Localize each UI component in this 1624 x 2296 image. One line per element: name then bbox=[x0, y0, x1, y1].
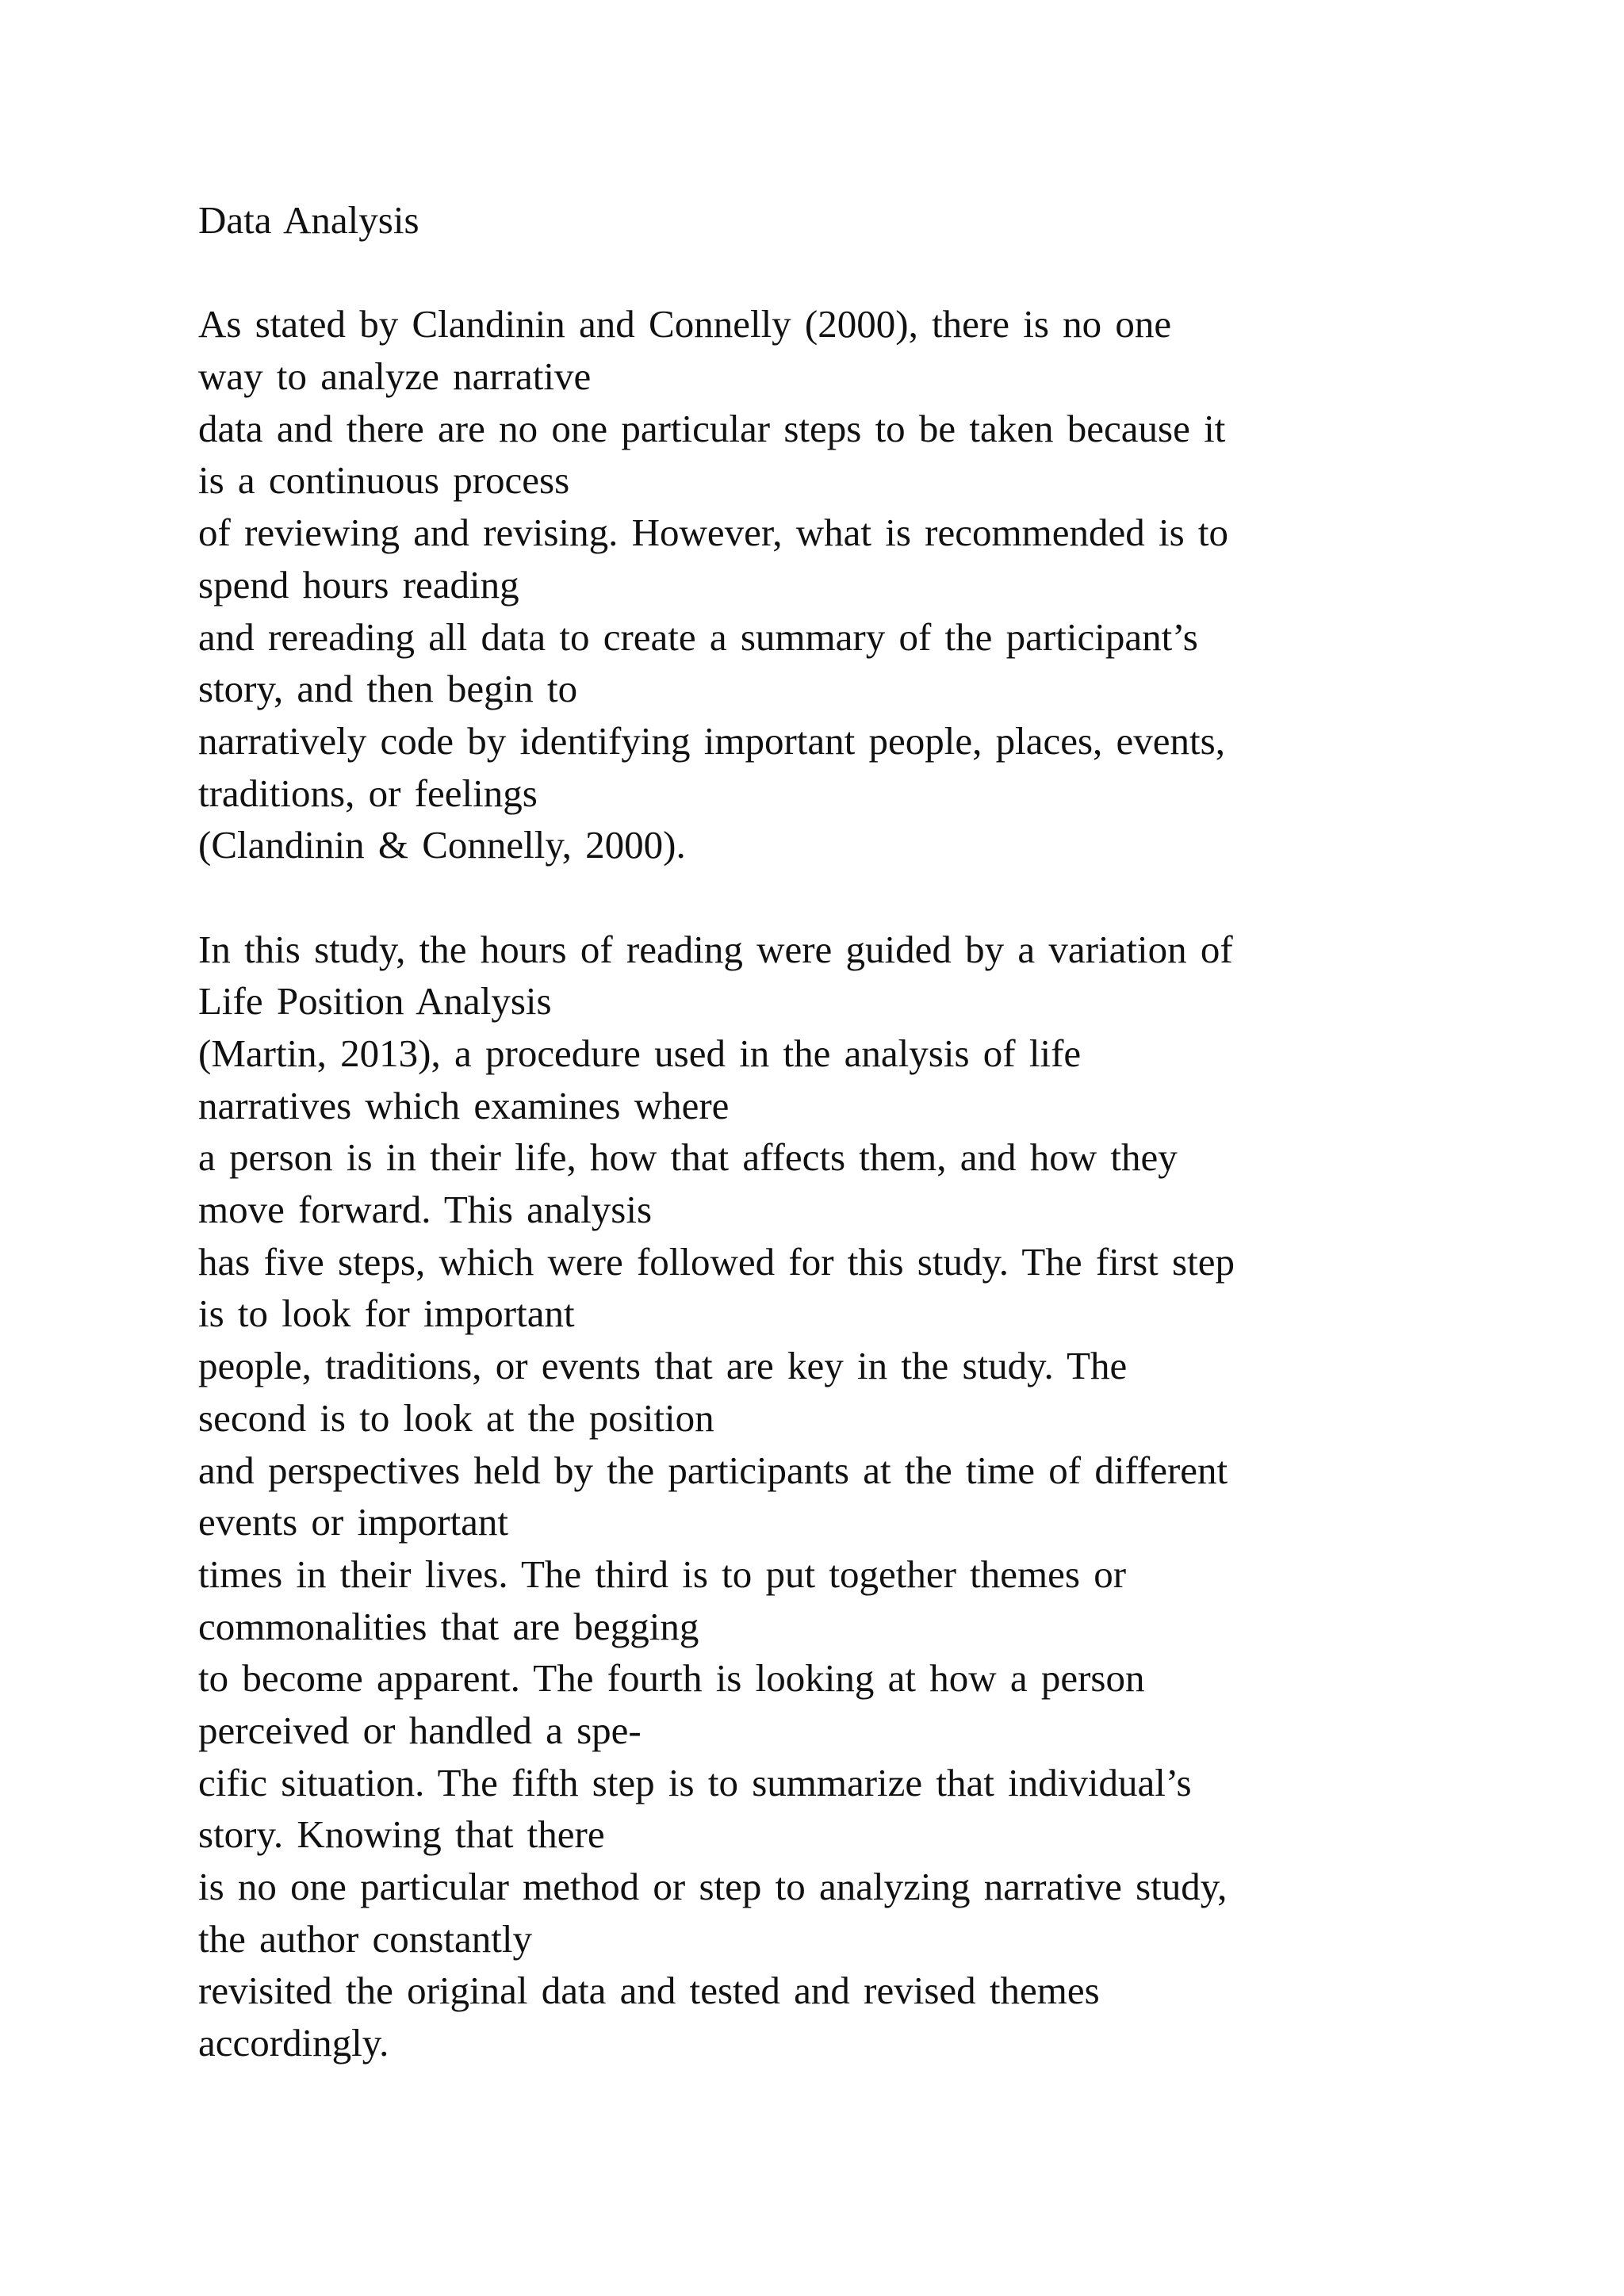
paragraph-2-line: move forward. This analysis bbox=[198, 1188, 653, 1232]
paragraph-2-line: is no one particular method or step to analyzing narrative study, bbox=[198, 1865, 1228, 1908]
paragraph-2-line: In this study, the hours of reading were guided by a variation of bbox=[198, 927, 1233, 971]
paragraph-2-line: (Martin, 2013), a procedure used in the analysis of life bbox=[198, 1031, 1082, 1075]
paragraph-2-line: accordingly. bbox=[198, 2021, 389, 2065]
blank-line bbox=[198, 247, 1499, 299]
paragraph-1-line: As stated by Clandinin and Connelly (2000), there is no one bbox=[198, 302, 1172, 346]
paragraph-2 bbox=[198, 924, 1499, 2069]
paragraph-1-line: (Clandinin & Connelly, 2000). bbox=[198, 823, 686, 867]
paragraph-2-line: is to look for important bbox=[198, 1292, 575, 1336]
paragraph-2-line: events or important bbox=[198, 1500, 509, 1544]
paragraph-1-line: story, and then begin to bbox=[198, 667, 578, 711]
paragraph-2-line: and perspectives held by the participants at the time of different bbox=[198, 1448, 1228, 1492]
paragraph-2-line: second is to look at the position bbox=[198, 1395, 714, 1440]
paragraph-1-line: spend hours reading bbox=[198, 562, 519, 607]
paragraph-2-line: perceived or handled a spe- bbox=[198, 1708, 642, 1752]
document-title: Data Analysis bbox=[198, 198, 419, 242]
paragraph-2-line: commonalities that are begging bbox=[198, 1604, 699, 1648]
blank-line bbox=[198, 871, 1499, 924]
paragraph-1-line: is a continuous process bbox=[198, 458, 570, 503]
paragraph-2-line: to become apparent. The fourth is looking at how a person bbox=[198, 1656, 1145, 1701]
paragraph-2-line: story. Knowing that there bbox=[198, 1812, 605, 1857]
paragraph-1-line: traditions, or feelings bbox=[198, 771, 538, 815]
paragraph-1-line: data and there are no one particular steps to be taken because it bbox=[198, 406, 1226, 450]
paragraph-2-line: a person is in their life, how that affects them, and how they bbox=[198, 1135, 1178, 1180]
paragraph-2-line: has five steps, which were followed for this study. The first step bbox=[198, 1239, 1235, 1284]
paragraph-2-line: times in their lives. The third is to put together themes or bbox=[198, 1552, 1127, 1596]
document-body bbox=[198, 194, 1499, 2069]
paragraph-1-line: and rereading all data to create a summary of the participant’s bbox=[198, 614, 1198, 659]
paragraph-1-line: way to analyze narrative bbox=[198, 354, 592, 399]
paragraph-1 bbox=[198, 298, 1499, 871]
paragraph-2-line: narratives which examines where bbox=[198, 1083, 730, 1127]
paragraph-2-line: the author constantly bbox=[198, 1916, 532, 1961]
paragraph-2-line: revisited the original data and tested and revised themes bbox=[198, 1969, 1100, 2013]
paragraph-2-line: people, traditions, or events that are key in the study. The bbox=[198, 1344, 1128, 1388]
paragraph-1-line: of reviewing and revising. However, what is recommended is to bbox=[198, 511, 1228, 555]
paragraph-2-line: cific situation. The fifth step is to summarize that individual’s bbox=[198, 1760, 1192, 1804]
paragraph-1-line: narratively code by identifying important people, places, events, bbox=[198, 718, 1225, 763]
paragraph-2-line: Life Position Analysis bbox=[198, 979, 552, 1024]
